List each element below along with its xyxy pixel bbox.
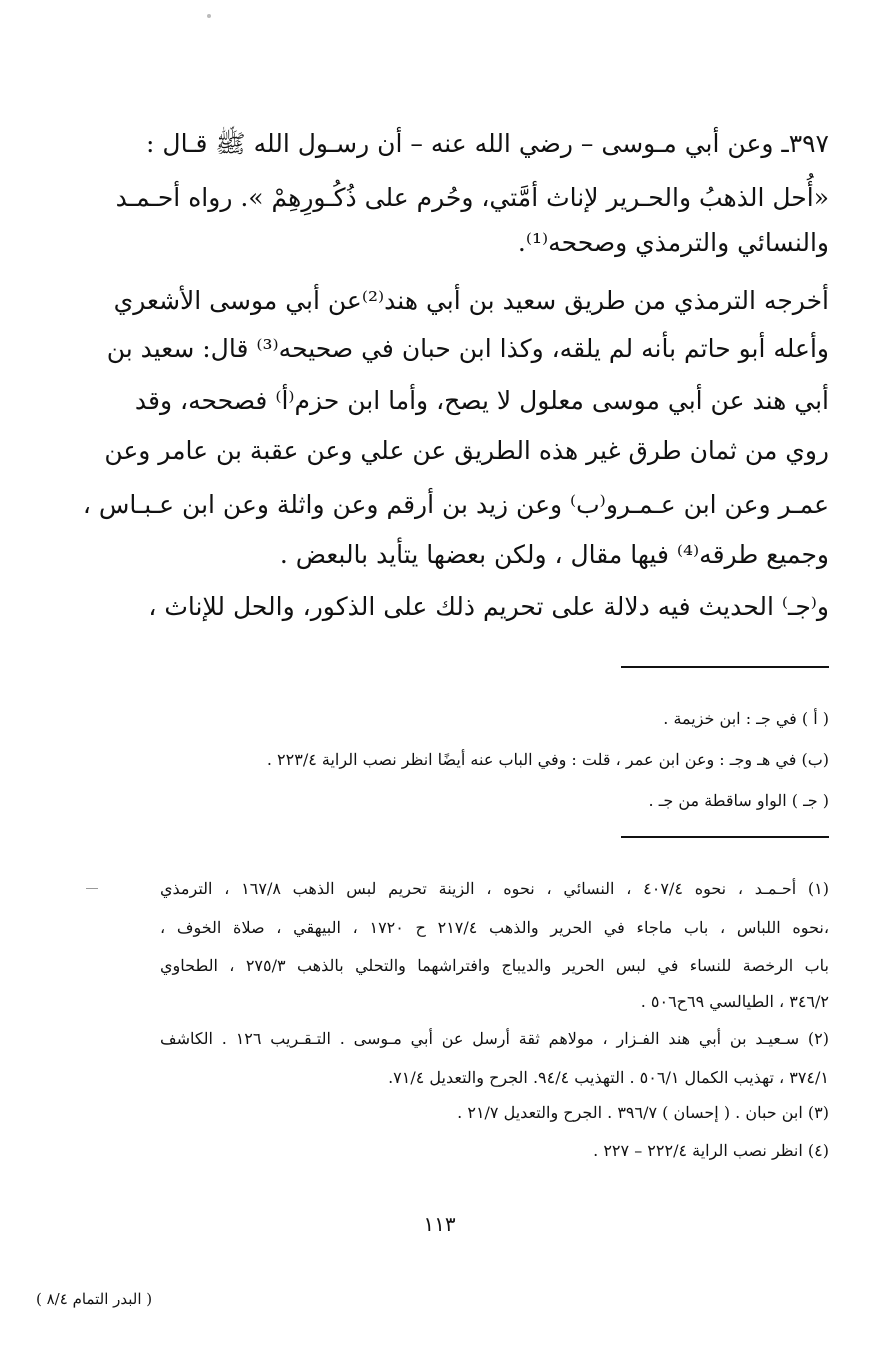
- variant-note: (ب) في هـ وجـ : وعن ابن عمر ، قلت : وفي الباب عنه أيضًا انظر نصب الراية ٢٢٣/٤ .: [266, 750, 829, 769]
- main-text-line: روي من ثمان طرق غير هذه الطريق عن علي وعن عقبة بن عامر وعن: [104, 436, 829, 465]
- main-text-line: أبي هند عن أبي موسى معلول لا يصح، وأما ابن حزم⁽أ⁾ فصححه، وقد: [134, 386, 829, 415]
- variant-note: ( جـ ) الواو ساقطة من جـ .: [648, 791, 829, 810]
- main-text-line: وأعله أبو حاتم بأنه لم يلقه، وكذا ابن حبان في صحيحه⁽³⁾ قال: سعيد بن: [106, 334, 829, 363]
- main-text-line: أخرجه الترمذي من طريق سعيد بن أبي هند⁽²⁾عن أبي موسى الأشعري: [113, 286, 829, 315]
- margin-mark: [86, 888, 98, 889]
- footnote-line: ٣٤٦/٢ ، الطيالسي ٦٩ح٥٠٦ .: [640, 992, 829, 1011]
- footnote-line: (٣) ابن حبان . ( إحسان ) ٣٩٦/٧ . الجرح والتعديل ٢١/٧ .: [457, 1103, 829, 1122]
- main-text-line: ٣٩٧ـ وعن أبي مـوسى – رضي الله عنه – أن رسـول الله ﷺ قـال :: [146, 129, 829, 158]
- main-text-line: والنسائي والترمذي وصححه⁽¹⁾.: [517, 228, 829, 257]
- footnote-line: ٣٧٤/١ ، تهذيب الكمال ٥٠٦/١ . التهذيب ٩٤/٤. الجرح والتعديل ٧١/٤.: [388, 1068, 829, 1087]
- footnote-line: باب الرخصة للنساء في لبس الحرير والديباج وافتراشهما والتحلي بالذهب ٢٧٥/٣ ، الطحاوي: [160, 956, 830, 975]
- page-number: ١١٣: [423, 1212, 456, 1236]
- footnote-line: ،نحوه اللباس ، باب ماجاء في الحرير والذهب ٢١٧/٤ ح ١٧٢٠ ، البيهقي ، صلاة الخوف ،: [160, 918, 830, 937]
- variant-note: ( أ ) في جـ : ابن خزيمة .: [663, 709, 829, 728]
- main-text-line: «أُحل الذهبُ والحـرير لإناث أمَّتي، وحُرم على ذُكُـورِهِمْ ». رواه أحـمـد: [115, 183, 829, 212]
- separator-rule: [621, 836, 829, 838]
- main-text-line: عمـر وعن ابن عـمـرو⁽ب⁾ وعن زيد بن أرقم وعن واثلة وعن ابن عـبـاس ،: [82, 490, 829, 519]
- footnote-line: (٤) انظر نصب الراية ٢٢٢/٤ – ٢٢٧ .: [593, 1141, 829, 1160]
- footnote-line: (٢) سـعيـد بن أبي هند الفـزار ، مولاهم ثقة أرسل عن أبي مـوسى . التـقـريب ١٢٦ . الكاشف: [160, 1029, 829, 1048]
- scan-speck: [207, 14, 211, 18]
- footnote-line: (١) أحـمـد ، نحوه ٤٠٧/٤ ، النسائي ، نحوه ، الزينة تحريم لبس الذهب ١٦٧/٨ ، الترمذي: [160, 879, 829, 898]
- main-text-line: و⁽جـ⁾ الحديث فيه دلالة على تحريم ذلك على الذكور، والحل للإناث ،: [148, 592, 829, 621]
- main-text-line: وجميع طرقه⁽⁴⁾ فيها مقال ، ولكن بعضها يتأيد بالبعض .: [279, 540, 829, 569]
- footer-label: ( البدر التمام ٨/٤ ): [36, 1290, 153, 1308]
- separator-rule: [621, 666, 829, 668]
